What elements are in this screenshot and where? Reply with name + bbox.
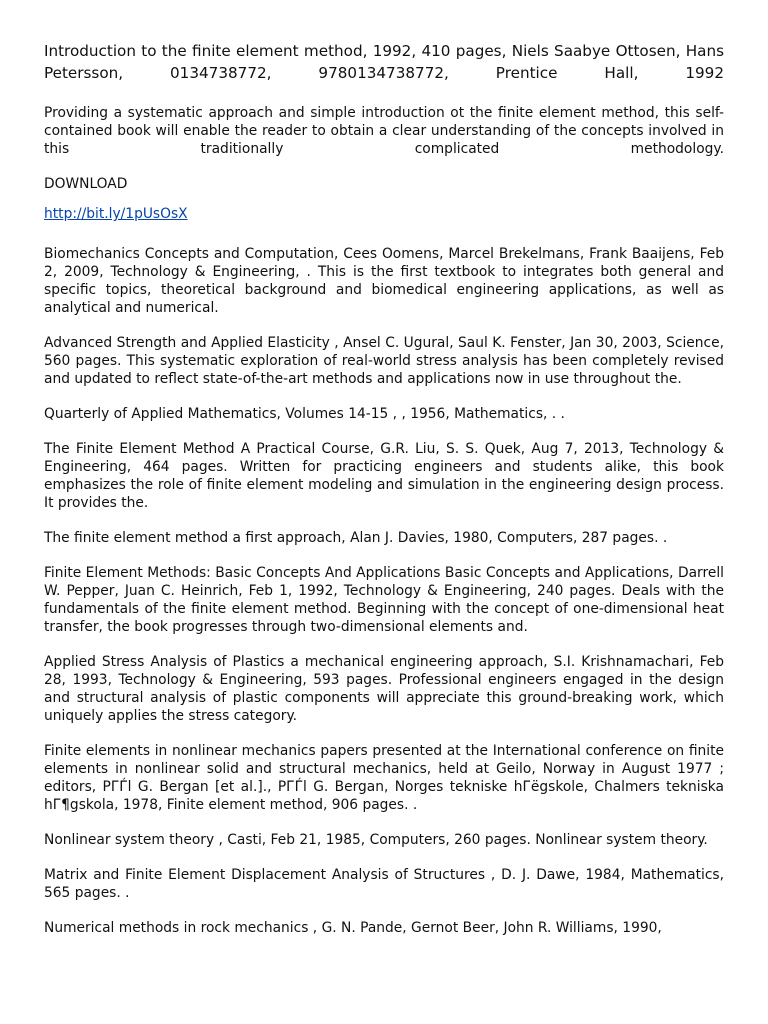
- document-title: Introduction to the finite element method, 1992, 410 pages, Niels Saabye Ottosen, Hans Petersson, 0134738772, 9780134738772, Prentice Hall, 1992: [44, 42, 724, 82]
- download-label: DOWNLOAD: [44, 176, 128, 192]
- entry-paragraph-nonlinear-mechanics: Finite elements in nonlinear mechanics papers presented at the International conference on finite elements in nonlinear solid and structural mechanics, held at Geilo, Norway in August 1977 ; editors, PГЃl G. Bergan [et al.]., PГЃl G. Bergan, Norges tekniske hГёgskole, Chalmers tekniska hГ¶gskola, 1978, Finite element method, 906 pages. .: [44, 743, 724, 813]
- entry-paragraph-matrix-displacement: Matrix and Finite Element Displacement Analysis of Structures , D. J. Dawe, 1984, Mathematics, 565 pages. .: [44, 867, 724, 901]
- entry-paragraph-strength-elasticity: Advanced Strength and Applied Elasticity , Ansel C. Ugural, Saul K. Fenster, Jan 30, 2003, Science, 560 pages. This systematic exploration of real-world stress analysis has been completely revised and updated to reflect state-of-the-art methods and applications now in use throughout the.: [44, 335, 724, 387]
- entry-paragraph-fem-basic-concepts: Finite Element Methods: Basic Concepts And Applications Basic Concepts and Applications, Darrell W. Pepper, Juan C. Heinrich, Feb 1, 1992, Technology & Engineering, 240 pages. Deals with the fundamentals of the finite element method. Beginning with the concept of one-dimensional heat transfer, the book progresses through two-dimensional elements and.: [44, 565, 724, 635]
- entry-paragraph-fem-practical-course: The Finite Element Method A Practical Course, G.R. Liu, S. S. Quek, Aug 7, 2013, Technology & Engineering, 464 pages. Written for practicing engineers and students alike, this book emphasizes the role of finite element modeling and simulation in the engineering design process. It provides the.: [44, 441, 724, 511]
- entry-paragraph-quarterly-applied-math: Quarterly of Applied Mathematics, Volumes 14-15 , , 1956, Mathematics, . .: [44, 406, 565, 422]
- document-page: [44, 40, 724, 954]
- entry-paragraph-stress-plastics: Applied Stress Analysis of Plastics a mechanical engineering approach, S.I. Krishnamachari, Feb 28, 1993, Technology & Engineering, 593 pages. Professional engineers engaged in the design and structural analysis of plastic components will appreciate this ground-breaking work, which uniquely applies the stress category.: [44, 654, 724, 724]
- download-link[interactable]: http://bit.ly/1pUsOsX: [44, 206, 188, 222]
- intro-paragraph: Providing a systematic approach and simple introduction ot the finite element method, this self-contained book will enable the reader to obtain a clear understanding of the concepts involved in this traditionally complicated methodology.: [44, 105, 724, 157]
- entry-paragraph-fem-first-approach: The finite element method a first approach, Alan J. Davies, 1980, Computers, 287 pages. .: [44, 530, 668, 546]
- entry-paragraph-nonlinear-system-theory: Nonlinear system theory , Casti, Feb 21, 1985, Computers, 260 pages. Nonlinear system theory.: [44, 832, 708, 848]
- entry-paragraph-rock-mechanics: Numerical methods in rock mechanics , G. N. Pande, Gernot Beer, John R. Williams, 1990,: [44, 920, 662, 936]
- download-link-wrapper: [44, 205, 724, 223]
- entry-paragraph-biomechanics: Biomechanics Concepts and Computation, Cees Oomens, Marcel Brekelmans, Frank Baaijens, Feb 2, 2009, Technology & Engineering, . This is the first textbook to integrates both general and specific topics, theoretical background and biomedical engineering applications, as well as analytical and numerical.: [44, 246, 724, 316]
